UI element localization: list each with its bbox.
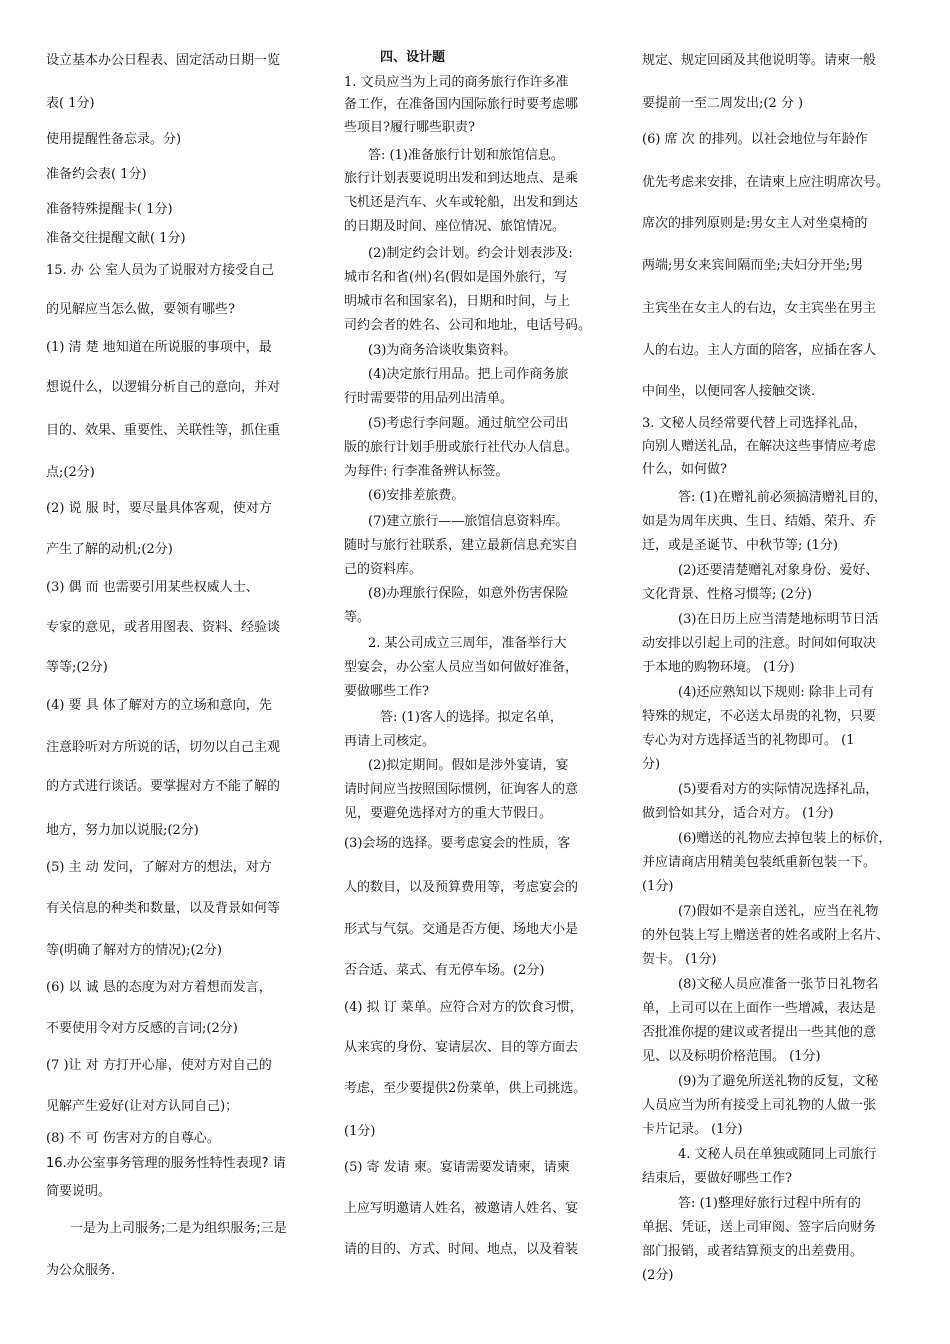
text-line: (5) 主 动 发问，了解对方的想法，对方 [46, 860, 272, 875]
text-line: 再请上司核定。 [344, 734, 436, 749]
question-heading: 15. 办 公 室人员为了说服对方接受自己 [46, 263, 275, 278]
text-line: 答: (1)准备旅行计划和旅馆信息。 [368, 148, 564, 163]
text-line: 的见解应当怎么做，要领有哪些? [46, 302, 235, 317]
text-line: 些项目?履行哪些职责? [344, 120, 475, 135]
text-line: 司约会者的姓名、公司和地址，电话号码。 [344, 318, 592, 333]
text-line: 卡片记录。 (1分) [642, 1122, 743, 1137]
text-line: 人的右边。主人方面的陪客，应插在客人 [642, 343, 877, 358]
text-line: 并应请商店用精美包装纸重新包装一下。 [642, 855, 877, 870]
text-line: (3)为商务洽谈收集资料。 [368, 343, 517, 358]
text-line: 专心为对方选择适当的礼物即可。 (1 [642, 733, 855, 748]
text-line: 中间坐，以便同客人接触交谈. [642, 384, 816, 399]
text-line: 的日期及时间、座位情况、旅馆情况。 [344, 219, 566, 234]
text-line: 等(明确了解对方的情况);(2分) [46, 943, 222, 958]
text-line: 要做哪些工作? [344, 684, 429, 699]
text-line: 点;(2分) [46, 465, 95, 480]
text-line: 迁，或是圣诞节、中秋节等; (1分) [642, 538, 838, 553]
text-line: (2) 说 服 时，要尽量具体客观，使对方 [46, 501, 272, 516]
text-line: 做到恰如其分，适合对方。 (1分) [642, 806, 834, 821]
text-line: 请的目的、方式、时间、地点，以及着装 [344, 1242, 579, 1257]
text-line: 地方，努力加以说服;(2分) [46, 823, 199, 838]
text-line: 否合适、菜式、有无停车场。(2分) [344, 963, 545, 978]
question-heading: 2. 某公司成立三周年，准备举行大 [368, 636, 567, 651]
text-line: 版的旅行计划手册或旅行社代办人信息。 [344, 440, 579, 455]
text-line: 准备特殊提醒卡( 1分) [46, 202, 173, 217]
text-line: 要提前一至二周发出;(2 分 ) [642, 96, 804, 111]
text-line: (9)为了避免所送礼物的反复，文秘 [678, 1074, 879, 1089]
text-line: 分) [642, 757, 661, 772]
text-line: (6)赠送的礼物应去掉包装上的标价， [678, 831, 892, 846]
text-line: 于本地的购物环境。 (1分) [642, 660, 795, 675]
text-line: 使用提醒性备忘录。分) [46, 132, 182, 147]
text-line: (4) 要 具 体了解对方的立场和意向，先 [46, 698, 272, 713]
text-line: (4)还应熟知以下规则: 除非上司有 [678, 685, 874, 700]
text-line: 两端;男女来宾间隔而坐;夫妇分开坐;男 [642, 258, 864, 273]
text-line: 见、以及标明价格范围。 (1分) [642, 1049, 821, 1064]
text-line: 特殊的规定，不必送太昂贵的礼物，只要 [642, 709, 877, 724]
text-line: 己的资料库。 [344, 562, 423, 577]
text-line: 否批准你提的建议或者提出一些其他的意 [642, 1025, 877, 1040]
text-line: (2)还要清楚赠礼对象身份、爱好、 [678, 563, 879, 578]
text-line: (3)会场的选择。要考虑宴会的性质，客 [344, 836, 571, 851]
text-line: (3)在日历上应当清楚地标明节日活 [678, 612, 879, 627]
text-line: 的外包装上写上赠送者的姓名或附上名片、 [642, 928, 890, 943]
text-line: 行时需要带的用品列出清单。 [344, 391, 514, 406]
text-line: (5)考虑行李问题。通过航空公司出 [368, 416, 569, 431]
text-line: 从来宾的身份、宴请层次、目的等方面去 [344, 1040, 579, 1055]
text-line: (8)办理旅行保险，如意外伤害保险 [368, 586, 569, 601]
text-line: 请时间应当按照国际惯例，征询客人的意 [344, 782, 579, 797]
text-line: 的方式进行谈话。要掌握对方不能了解的 [46, 779, 281, 794]
text-line: 设立基本办公日程表、固定活动日期一览 [46, 53, 281, 68]
question-heading: 16.办公室事务管理的服务性特性表现? 请 [46, 1156, 286, 1171]
text-line: 如是为周年庆典、生日、结婚、荣升、乔 [642, 514, 877, 529]
text-line: 答: (1)在赠礼前必须搞清赠礼目的， [678, 490, 887, 505]
text-line: 答: (1)整理好旅行过程中所有的 [678, 1196, 861, 1211]
text-line: 准备交往提醒文献( 1分) [46, 231, 186, 246]
text-line: 动安排以引起上司的注意。时间如何取决 [642, 636, 877, 651]
text-line: 注意聆听对方所说的话，切勿以自己主观 [46, 740, 281, 755]
text-line: 不要使用令对方反感的言词;(2分) [46, 1021, 238, 1036]
text-line: (6) 席 次 的排列。以社会地位与年龄作 [642, 132, 868, 147]
text-line: 上应写明邀请人姓名，被邀请人姓名、宴 [344, 1201, 579, 1216]
section-heading: 四、设计题 [380, 50, 446, 65]
text-line: 人的数目，以及预算费用等，考虑宴会的 [344, 880, 579, 895]
text-line: 为每件: 行李准备辨认标签。 [344, 464, 509, 479]
text-line: (8) 不 可 伤害对方的自尊心。 [46, 1131, 220, 1146]
text-line: 准备约会表( 1分) [46, 167, 147, 182]
text-line: 形式与气氛。交通是否方便、场地大小是 [344, 922, 579, 937]
text-line: 旅行计划表要说明出发和到达地点、是乘 [344, 171, 579, 186]
text-line: 优先考虑来安排，在请柬上应注明席次号。 [642, 175, 890, 190]
text-line: 规定、规定回函及其他说明等。请柬一般 [642, 53, 877, 68]
text-line: (3) 偶 而 也需要引用某些权威人士、 [46, 580, 259, 595]
text-line: 单，上司可以在上面作一些增减，表达是 [642, 1001, 877, 1016]
text-line: 答: (1)客人的选择。拟定名单， [380, 710, 563, 725]
text-line: (1分) [642, 879, 674, 894]
text-line: (2分) [642, 1268, 674, 1283]
text-line: (7)建立旅行——旅馆信息资料库。 [368, 514, 569, 529]
text-line: 城市名和省(州)名(假如是国外旅行，写 [344, 270, 568, 285]
text-line: 文化背景、性格习惯等; (2分) [642, 587, 812, 602]
text-line: (1) 清 楚 地知道在所说服的事项中，最 [46, 340, 272, 355]
text-line: 专家的意见，或者用图表、资料、经验谈 [46, 620, 281, 635]
text-line: 明城市名和国家名)，日期和时间，与上 [344, 294, 571, 309]
text-line: (1分) [344, 1124, 376, 1139]
text-line: (5) 寄 发请 柬。宴请需要发请柬，请柬 [344, 1160, 570, 1175]
text-line: (4) 拟 订 菜单。应符合对方的饮食习惯， [344, 1000, 583, 1015]
text-line: 简要说明。 [46, 1184, 112, 1199]
text-line: (6)安排差旅费。 [368, 488, 465, 503]
question-heading: 1. 文员应当为上司的商务旅行作许多准 [344, 75, 569, 90]
text-line: 贺卡。 (1分) [642, 952, 717, 967]
text-line: 一是为上司服务;二是为组织服务;三是 [70, 1221, 287, 1236]
question-heading: 4. 文秘人员在单独或随同上司旅行 [678, 1147, 877, 1162]
text-line: 备工作，在准备国内国际旅行时要考虑哪 [344, 97, 579, 112]
text-line: 等。 [344, 610, 371, 625]
text-line: 单据、凭证，送上司审阅、签字后向财务 [642, 1220, 877, 1235]
text-line: 表( 1分) [46, 96, 95, 111]
text-line: (4)决定旅行用品。把上司作商务旅 [368, 367, 569, 382]
text-line: 考虑，至少要提供2份菜单，供上司挑选。 [344, 1081, 587, 1096]
text-line: (2)拟定期间。假如是涉外宴请，宴 [368, 758, 569, 773]
text-line: 见，要避免选择对方的重大节假日。 [344, 806, 553, 821]
text-line: 席次的排列原则是:男女主人对坐桌椅的 [642, 216, 868, 231]
text-line: (2)制定约会计划。约会计划表涉及: [368, 246, 573, 261]
text-line: (6) 以 诚 恳的态度为对方着想而发言， [46, 980, 272, 995]
text-line: 随时与旅行社联系，建立最新信息充实自 [344, 538, 579, 553]
text-line: (8)文秘人员应准备一张节日礼物名 [678, 977, 879, 992]
text-line: 产生了解的动机;(2分) [46, 542, 173, 557]
text-line: 型宴会，办公室人员应当如何做好准备， [344, 660, 579, 675]
text-line: 部门报销，或者结算预支的出差费用。 [642, 1244, 864, 1259]
text-line: 见解产生爱好(让对方认同自己)； [46, 1099, 239, 1114]
question-heading: 3. 文秘人员经常要代替上司选择礼品， [642, 416, 867, 431]
text-line: 飞机还是汽车、火车或轮船，出发和到达 [344, 195, 579, 210]
text-line: (5)要看对方的实际情况选择礼品， [678, 782, 879, 797]
text-line: 有关信息的种类和数量，以及背景如何等 [46, 901, 281, 916]
text-line: 结束后，要做好哪些工作? [642, 1171, 792, 1186]
text-line: 目的、效果、重要性、关联性等，抓住重 [46, 423, 281, 438]
text-line: (7)假如不是亲自送礼，应当在礼物 [678, 904, 879, 919]
text-line: 主宾坐在女主人的右边，女主宾坐在男主 [642, 301, 877, 316]
text-line: 等等;(2分) [46, 660, 108, 675]
text-line: 为公众服务. [46, 1263, 116, 1278]
text-line: (7 )让 对 方打开心扉，使对方对自己的 [46, 1058, 272, 1073]
text-line: 向别人赠送礼品，在解决这些事情应考虑 [642, 439, 877, 454]
text-line: 想说什么，以逻辑分析自己的意向，并对 [46, 380, 281, 395]
text-line: 什么，如何做? [642, 462, 727, 477]
text-line: 人员应当为所有接受上司礼物的人做一张 [642, 1098, 877, 1113]
